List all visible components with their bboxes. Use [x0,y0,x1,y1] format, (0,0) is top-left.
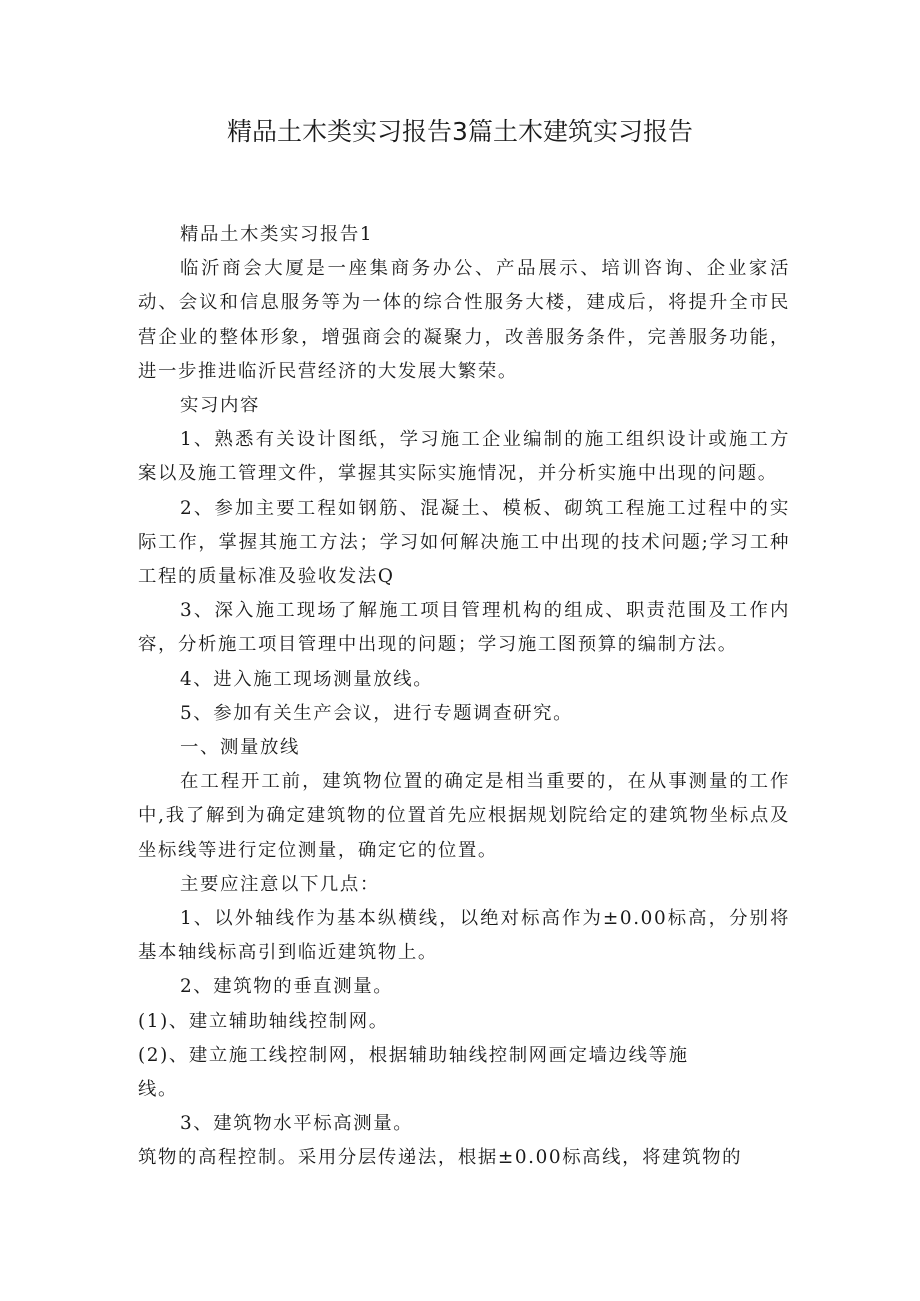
body-paragraph: 在工程开工前，建筑物位置的确定是相当重要的，在从事测量的工作中,我了解到为确定建筑物的位置首先应根据规划院给定的建筑物坐标点及坐标线等进行定位测量，确定它的位置。 [138,771,790,861]
list-item: 3、深入施工现场了解施工项目管理机构的组成、职责范围及工作内容，分析施工项目管理中出现的问题；学习施工图预算的编制方法。 [138,600,790,656]
body-paragraph: 筑物的高程控制。采用分层传递法，根据±0.00标高线，将建筑物的 [138,1147,743,1169]
list-item: 1、熟悉有关设计图纸，学习施工企业编制的施工组织设计或施工方案以及施工管理文件，掌握其实际实施情况，并分析实施中出现的问题。 [138,429,790,485]
document-title: 精品土木类实习报告3篇土木建筑实习报告 [227,117,693,146]
section-heading: 一、测量放线 [180,737,300,759]
list-item: 2、建筑物的垂直测量。 [180,976,394,998]
list-item: 2、参加主要工程如钢筋、混凝土、模板、砌筑工程施工过程中的实际工作，掌握其施工方法；学习如何解决施工中出现的技术问题;学习工种工程的质量标准及验收发法Q [138,497,790,588]
body-paragraph: 主要应注意以下几点： [180,873,380,895]
body-paragraph: 临沂商会大厦是一座集商务办公、产品展示、培训咨询、企业家活动、会议和信息服务等为一体的综合性服务大楼，建成后，将提升全市民营企业的整体形象，增强商会的凝聚力，改善服务条件，完善服务功能，进一步推进临沂民营经济的大发展大繁荣。 [138,258,790,382]
list-item: 4、进入施工现场测量放线。 [180,668,434,690]
document-body [138,218,790,1176]
sub-list-item: (2)、建立施工线控制网，根据辅助轴线控制网画定墙边线等施 [138,1044,689,1066]
section-heading: 精品土木类实习报告1 [180,224,374,245]
sub-list-item: (1)、建立辅助轴线控制网。 [138,1010,389,1032]
list-item: 3、建筑物水平标高测量。 [180,1113,414,1135]
section-heading: 实习内容 [180,395,260,417]
list-item: 1、以外轴线作为基本纵横线，以绝对标高作为±0.00标高，分别将基本轴线标高引到临近建筑物上。 [138,908,790,964]
list-item: 5、参加有关生产会议，进行专题调查研究。 [180,702,574,724]
body-paragraph: 线。 [138,1079,178,1101]
